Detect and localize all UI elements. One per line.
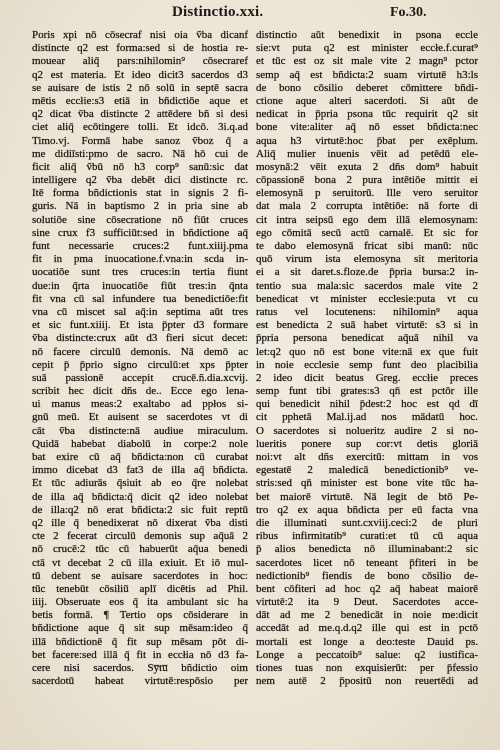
right-column-line: p̄ alios benedicta nō illuminabant:2 sic <box>256 543 478 556</box>
left-column-line: Timo.vj. Formā habe sanoz ṽboz q̄ a <box>32 134 248 147</box>
right-column-line: est benedicta 2 suā habet virtutē: s3 si in <box>256 319 478 332</box>
left-column-line: se auisare de istis 2 nō solū in septē sacra <box>32 81 248 94</box>
right-column-line: de bono cōsilio deberet cōmittere bñdi- <box>256 81 478 94</box>
right-column-line: sacerdotes licet nō teneant p̄fiteri in be <box>256 556 478 569</box>
left-column-line: ui manus meas:2 exaltabo ad ppłos si- <box>32 398 248 411</box>
left-column-line: funt necessarie cruces:2 funt.xiiij.pma <box>32 240 248 252</box>
left-column-line: sine crux f3 sufficiūt:sed in bñdictione aq̄ <box>32 226 248 239</box>
left-column-line: cere nisi sacerdos. Sy̅tu̅ bñdictio oim <box>32 662 248 674</box>
right-column-line: egestatē 2 maledicā benedictionib⁹ ve- <box>256 464 478 477</box>
right-column-line: sie:vt puta q2 est minister eccłe.f.curat⁹ <box>256 42 478 55</box>
left-column-line: de illa aq̄ bñdicta:q̄ dicit q2 ideo nolebat <box>32 490 248 503</box>
right-column-line: ratus vel locutenens: nihilomin⁹ aqua <box>256 305 478 318</box>
right-column-line: tiones tuas non exquisierūt: per p̄fessio <box>256 662 478 674</box>
right-column-line: ego cōmitā secū actū carnalē. Et sic for <box>256 226 478 239</box>
left-column-line: cte 2 fecerat circulū demonis sup aq̄uā 2 <box>32 530 248 543</box>
left-column-line: uocatiōe sunt tres cruces:in tertia fiunt <box>32 266 248 279</box>
right-column-line: dāt ad me 2 benedicāt in noie me:dicit <box>256 609 478 622</box>
left-column-line: de illa:q2 nō erat bñdicta:2 sic fuit reptū <box>32 503 248 516</box>
right-column-line: qui benedicit nihil p̄dest:2 hoc est qd dī <box>256 398 478 411</box>
right-column-line: let:q2 quo nō est bone vite:nā ex que fuit <box>256 345 478 358</box>
left-column-line: tū debent se auisare sacerdotes in hoc: <box>32 569 248 582</box>
right-column-line: virtutē:2 ita 9 Deut. Sacerdotes acce- <box>256 596 478 609</box>
right-column-line: aqua h3 virtutē:hoc p̄bat per exēplum. <box>256 134 478 147</box>
right-column-line: semp funt tibi grates:s3 qn̄ est pctōr ille <box>256 385 478 398</box>
left-column-line: q2 ille q̄ benedixerat nō dixerat ṽba disti <box>32 516 248 529</box>
right-column-line: dat mala 2 corrupta intētiōe: nā forte di <box>256 200 478 213</box>
left-column-line: immo dicebat d3 fat3 de illa aq̄ bñdicta. <box>32 464 248 477</box>
left-column-line: ficit aliq̄ ṽbū nō h3 corp⁹ sanū:sic dat <box>32 160 248 173</box>
left-column-line: suā passionē accepit crucē.ñ.dia.xcvij. <box>32 371 248 384</box>
left-column-line: fit in pma inuocatione.f.vna:in scda in- <box>32 253 248 266</box>
right-column-line: stris:sed qn̄ minister est bone vite tūc ha- <box>256 477 478 490</box>
left-column-line: distincte q2 est forma:sed si de hostia re- <box>32 42 248 55</box>
left-column-line: due:in q̄rta inuocatiōe fiūt tres:in q̄nta <box>32 279 248 292</box>
right-column-line: mosynā:2 vēit exuta 2 dñs dom⁹ habuit <box>256 160 478 173</box>
right-column-line: lueritis ponere sup cor:vt detis gloriā <box>256 437 478 450</box>
right-column-line: tentio sua mala:sic sacerdos male vite 2 <box>256 279 478 292</box>
left-column-line: ctā vt decebat 2 cū illa exiuit. Et iō mul- <box>32 556 248 569</box>
right-column-line: Aliq̄ mulier inuenis vēit ad petēdū ele- <box>256 147 478 160</box>
left-column-line: Poris xpi nō cōsecraf nisi oia ṽba dicanf <box>32 29 248 41</box>
right-column-line: Longe a peccatoib⁹ salue: q2 iustifica- <box>256 648 478 661</box>
running-title: Distinctio.xxi. <box>172 4 264 20</box>
left-column-line: q2 dicat ṽba distincte 2 attēdere bñ si desi <box>32 108 248 121</box>
right-column-line: p̄pria persona benedicat aq̄uā nihil va <box>256 332 478 345</box>
right-column-line: nedicat in p̄pria psona tūc requirit q2 sit <box>256 108 478 121</box>
right-column-line: ribus infirmitatib⁹ curati:et tū cū aqua <box>256 530 478 543</box>
left-column-line: Itē forma bñdictionis stat in signis 2 fi- <box>32 187 248 200</box>
left-column-line: solutiōe sine cōsecratione nō fiūt cruces <box>32 213 248 226</box>
left-column-line: ciet aliq̄ ecōtingere tolli. Et idcō. 3i.q.ad <box>32 121 248 134</box>
right-column-line: elemosynā p seruitorū. Ille vero seruitor <box>256 187 478 200</box>
right-column-line: te dabo elemosynā fricat sibi manū: nūc <box>256 240 478 252</box>
left-column <box>32 29 248 688</box>
left-column-line: me didiīsti:pmo de sacro. Nā hō cui de <box>32 147 248 160</box>
left-column-line: bat exire cū aq̄ bñdicta:non cū curabat <box>32 451 248 463</box>
right-column-line: distinctio aūt benedixit in psona eccle <box>256 29 478 41</box>
right-column-line: bent cōfiteri ad hoc q2 aq̄ habeat maiorē <box>256 582 478 595</box>
right-column-line: O sacerdotes si nolueritz audire 2 si no- <box>256 424 478 437</box>
left-column-line: Et tūc adiurās q̄siuit ab eo q̄re nolebat <box>32 477 248 490</box>
left-column-line: mētis eccłie:s3 etiā in bñdictiōe aque et <box>32 94 248 107</box>
right-column-line: in noie ecclesie semp funt deo placibilia <box>256 358 478 371</box>
right-column-line: bet maiorē virtutē. Nā legit de btō Pe- <box>256 490 478 503</box>
left-column-line: scribit hec dicit dñs de.. Ecce ego lena- <box>32 385 248 398</box>
right-column-line: nem autē 2 p̄positū non reuertēdi ad <box>256 675 478 688</box>
right-column-line: noi:vt alt dñs exercitū: mittam in vos <box>256 451 478 463</box>
right-column-line: et tūc est oz sit male vite 2 magn⁹ pctor <box>256 55 478 68</box>
left-column-line: betis formā. ¶ Tertio ops cōsiderare in <box>32 609 248 622</box>
right-column-line: nedictionib⁹ fiendis de bono cōsilio de- <box>256 569 478 582</box>
left-column-line: bet facere:sed illā q̄ fit in eccłia nō d3 fa- <box>32 648 248 661</box>
left-column-line: q2 est materia. Et ideo dicit3 sacerdos d3 <box>32 68 248 81</box>
right-column-line: 2 ideo dicit beatus Greg. eccłie preces <box>256 371 478 384</box>
right-column-line: mortali est longe a deo:teste Dauid ps. <box>256 635 478 648</box>
left-column-line: et sic funt.xiiij. Et ista p̄pter d3 formare <box>32 319 248 332</box>
left-column-line: nō crucē:2 tūc cū habuerūt aq̄ua benedi <box>32 543 248 556</box>
left-column-line: guris. Nā in baptismo 2 in pria sine ab <box>32 200 248 213</box>
right-column-line: cōpassionē bona 2 pura intētiōe mittit ei <box>256 174 478 187</box>
left-column-line: mouear aliq̄ pars:nihilomin⁹ cōsecraref <box>32 55 248 68</box>
right-column-line: semp aq̄ est bñdicta:2 suam virtutē h3:ls <box>256 68 478 81</box>
left-column-line: illā bñdictionē q̄ fit sup mēsam pōt di- <box>32 635 248 648</box>
right-column-line: cit pphetā Mal.ij.ad nos mādatū hoc. <box>256 411 478 424</box>
right-column-line: accedāt ad me.q.d.q2 ille qui est in pctō <box>256 622 478 635</box>
left-column-line: vna cū miscet sal aq̄:in septima aūt tres <box>32 305 248 318</box>
left-column-line: cāt ṽba distincte:nā audiue miraculum. <box>32 424 248 437</box>
left-column-line: gnū meū. Et auisent se sacerdotes vt di <box>32 411 248 424</box>
left-column-line: intelligere q2 ṽba debēt dici distincte rc. <box>32 174 248 187</box>
right-column-line: die illuminati sunt.cxviij.ceci:2 de pluri <box>256 516 478 529</box>
left-column-line: sacerdotū habeat virtutē:respōsio per <box>32 675 248 688</box>
right-column-line: cit intra seipsū ego dem illā elemosynam: <box>256 213 478 226</box>
folio-number: Fo.30. <box>390 5 427 20</box>
right-column-line: benedicat vt minister ecclesie:puta vt cu <box>256 292 478 305</box>
left-column-line: tūc tenebūt cōsiliū aplī dicētis ad Phil. <box>32 582 248 595</box>
left-column-line: ṽba distincte:crux aūt d3 fieri sicut decet: <box>32 332 248 345</box>
left-column-line: fit vna cū sal infundere tua benedictiōe:fit <box>32 292 248 305</box>
left-column-line: cepit p̄ p̄prio signo circulū:et xps p̄pter <box>32 358 248 371</box>
right-column-line: quō virum ista elemosyna sit meritoria <box>256 253 478 266</box>
right-column-line: tro q2 ex aqua bñdicta per eū facta vna <box>256 503 478 516</box>
right-column-line: bone vite:aliter aq̄ nō esset bñdicta:nec <box>256 121 478 134</box>
left-column-line: iiij. Obseruate eos q̄ ita ambulant sic ha <box>32 596 248 609</box>
right-column-line: ctione aque alteri sacerdoti. Si aūt de <box>256 94 478 107</box>
left-column-line: bñdictione aque q̄ sit sup mēsam:ideo q̄ <box>32 622 248 635</box>
right-column-line: ei a sit daret.s.floze.de p̄pria bursa:2 in- <box>256 266 478 279</box>
left-column-line: nō facere circulū demonis. Nā demō ac <box>32 345 248 358</box>
right-column <box>256 29 478 688</box>
left-column-line: Quidā habebat diabolū in corpe:2 nole <box>32 437 248 450</box>
